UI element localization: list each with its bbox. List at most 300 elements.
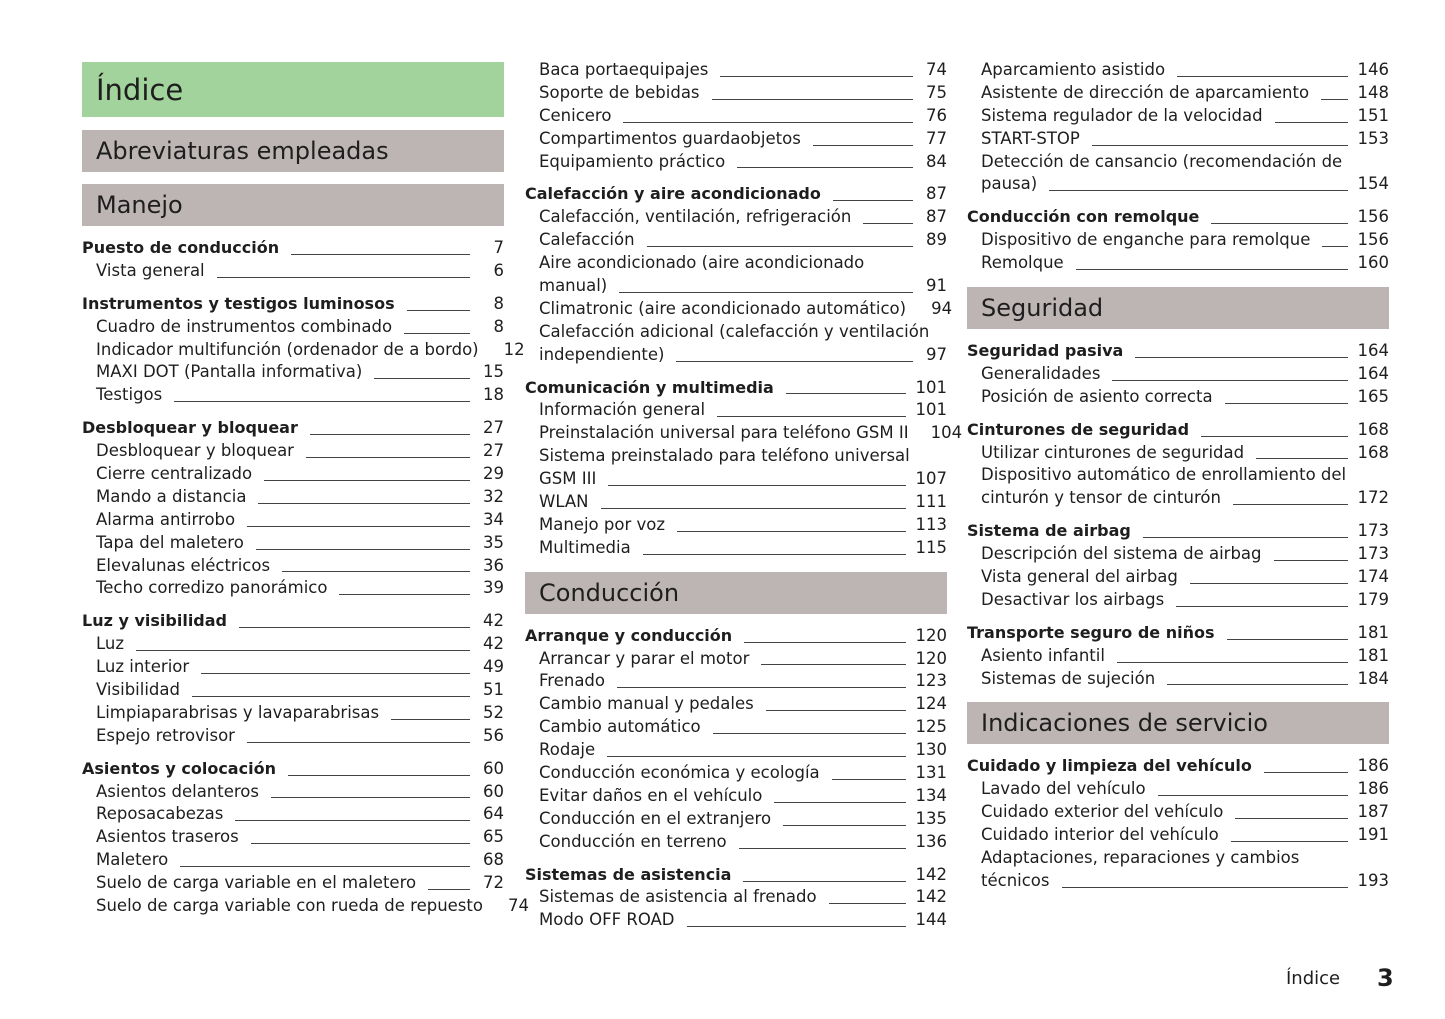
toc-entry[interactable]	[525, 422, 963, 445]
toc-entry-page: 89	[926, 230, 947, 250]
toc-entry[interactable]	[82, 316, 504, 339]
toc-chapter-text: Transporte seguro de niños	[967, 622, 1215, 642]
dot-leader	[677, 531, 906, 532]
toc-entry[interactable]	[525, 785, 947, 808]
footer-label: Índice	[1286, 968, 1341, 989]
toc-entry-text: Tapa del maletero	[96, 532, 244, 552]
dot-leader	[271, 797, 470, 798]
toc-chapter-text: Seguridad pasiva	[967, 341, 1124, 360]
toc-entry-text: Conducción en el extranjero	[539, 808, 772, 828]
toc-entry[interactable]	[967, 173, 1389, 196]
toc-entry[interactable]	[82, 339, 525, 362]
toc-entry-text: Aparcamiento asistido	[981, 59, 1166, 79]
toc-entry[interactable]	[525, 739, 947, 762]
dot-leader	[404, 333, 470, 334]
toc-chapter-text: Conducción con remolque	[967, 207, 1200, 227]
dot-leader	[1227, 639, 1348, 640]
toc-entry[interactable]	[82, 781, 504, 804]
toc-entry-text: Cambio manual y pedales	[539, 694, 754, 714]
toc-entry[interactable]	[967, 59, 1389, 82]
toc-chapter-page: 120	[915, 625, 947, 645]
index-column-1	[82, 62, 529, 928]
toc-chapter[interactable]	[525, 625, 947, 648]
toc-entry-text: Remolque	[981, 253, 1064, 273]
toc-entry[interactable]	[82, 384, 504, 407]
toc-entry-text: Desbloquear y bloquear	[96, 441, 294, 461]
toc-entry-page: 18	[483, 385, 504, 405]
toc-entry[interactable]	[525, 321, 947, 344]
section-banner: Abreviaturas empleadas	[82, 130, 504, 172]
toc-entry-page: 148	[1357, 82, 1389, 102]
toc-entry[interactable]	[82, 895, 529, 918]
dot-leader	[264, 480, 470, 481]
dot-leader	[623, 122, 913, 123]
toc-chapter-text: Asientos y colocación	[82, 758, 276, 778]
toc-entry-page: 136	[915, 831, 947, 851]
toc-entry-text: técnicos	[981, 870, 1050, 890]
toc-entry[interactable]	[525, 445, 947, 468]
toc-entry-page: 49	[483, 657, 504, 677]
dot-leader	[1274, 560, 1348, 561]
dot-leader	[201, 673, 470, 674]
toc-entry[interactable]	[967, 229, 1389, 252]
toc-entry[interactable]	[967, 801, 1389, 824]
dot-leader	[288, 775, 470, 776]
toc-entry-text: Maletero	[96, 850, 169, 870]
dot-leader	[251, 843, 470, 844]
toc-entry[interactable]	[967, 668, 1389, 691]
toc-entry[interactable]	[525, 831, 947, 854]
toc-entry-text: Calefacción, ventilación, refrigeración	[539, 207, 852, 227]
toc-entry-text: Modo OFF ROAD	[539, 910, 675, 930]
toc-entry[interactable]	[82, 679, 504, 702]
toc-entry-page: 74	[926, 59, 947, 79]
toc-entry[interactable]	[525, 252, 947, 275]
dot-leader	[863, 223, 913, 224]
toc-entry[interactable]	[967, 778, 1389, 801]
toc-entry-page: 72	[483, 873, 504, 893]
toc-entry-page: 34	[483, 509, 504, 529]
toc-entry-page: 174	[1357, 567, 1389, 587]
toc-entry-text: Cenicero	[539, 105, 612, 125]
toc-entry-page: 27	[483, 441, 504, 461]
toc-chapter[interactable]	[525, 183, 947, 206]
toc-entry-text: Compartimentos guardaobjetos	[539, 128, 801, 148]
toc-entry-text: Sistema preinstalado para teléfono universal	[539, 446, 910, 466]
toc-entry-text: Equipamiento práctico	[539, 151, 726, 171]
toc-entry-page: 168	[1357, 442, 1389, 462]
toc-entry-page: 154	[1357, 174, 1389, 194]
toc-chapter-page: 181	[1357, 622, 1389, 642]
toc-entry[interactable]	[82, 826, 504, 849]
toc-group	[525, 59, 947, 173]
dot-leader	[1211, 223, 1347, 224]
toc-entry[interactable]	[525, 537, 947, 560]
dot-leader	[1190, 583, 1348, 584]
dot-leader	[310, 434, 470, 435]
section-banner: Índice	[82, 62, 504, 117]
toc-chapter-text: Cuidado y limpieza del vehículo	[967, 756, 1252, 776]
dot-leader	[1201, 436, 1347, 437]
dot-leader	[1256, 458, 1347, 459]
toc-entry-text: Desactivar los airbags	[981, 589, 1165, 609]
dot-leader	[407, 310, 470, 311]
toc-entry[interactable]	[82, 486, 504, 509]
toc-entry[interactable]	[525, 887, 947, 910]
toc-entry-text: Frenado	[539, 671, 605, 691]
toc-chapter-text: Sistema de airbag	[967, 521, 1131, 541]
toc-entry-text: Asiento infantil	[981, 645, 1105, 665]
toc-entry[interactable]	[967, 824, 1389, 847]
toc-chapter[interactable]	[82, 417, 504, 440]
dot-leader	[643, 554, 906, 555]
dot-leader	[1112, 380, 1347, 381]
toc-entry-text: Información general	[539, 400, 706, 420]
toc-entry-page: 164	[1357, 363, 1389, 383]
toc-entry-page: 113	[915, 514, 947, 534]
dot-leader	[1321, 99, 1347, 100]
toc-entry[interactable]	[967, 589, 1389, 612]
toc-entry[interactable]	[525, 399, 947, 422]
toc-entry-page: 87	[926, 207, 947, 227]
dot-leader	[739, 848, 906, 849]
toc-entry[interactable]	[525, 344, 947, 367]
toc-chapter[interactable]	[82, 610, 504, 633]
dot-leader	[306, 457, 470, 458]
toc-entry-text: GSM III	[539, 469, 597, 489]
toc-chapter[interactable]	[525, 864, 947, 887]
dot-leader	[1231, 841, 1348, 842]
toc-entry-text: Multimedia	[539, 537, 631, 557]
dot-leader	[1264, 772, 1348, 773]
toc-chapter-page: 164	[1357, 341, 1389, 360]
toc-chapter-text: Comunicación y multimedia	[525, 377, 774, 397]
toc-entry-text: Luz interior	[96, 657, 190, 677]
toc-entry-page: 56	[483, 725, 504, 745]
toc-entry[interactable]	[967, 105, 1389, 128]
toc-group	[82, 758, 529, 918]
toc-group	[82, 237, 504, 283]
toc-entry[interactable]	[82, 463, 504, 486]
toc-entry[interactable]	[525, 716, 947, 739]
dot-leader	[601, 508, 906, 509]
toc-entry-page: 101	[915, 400, 947, 420]
dot-leader	[607, 756, 905, 757]
dot-leader	[1176, 606, 1347, 607]
dot-leader	[1235, 818, 1347, 819]
toc-entry-page: 179	[1357, 589, 1389, 609]
toc-group	[525, 183, 953, 366]
toc-entry-text: Utilizar cinturones de seguridad	[981, 442, 1245, 462]
toc-entry-page: 151	[1357, 105, 1389, 125]
toc-entry[interactable]	[82, 555, 504, 578]
toc-entry-text: Soporte de bebidas	[539, 82, 700, 102]
dot-leader	[1117, 662, 1348, 663]
toc-entry-page: 165	[1357, 386, 1389, 406]
toc-entry[interactable]	[967, 645, 1389, 668]
toc-entry[interactable]	[525, 82, 947, 105]
dot-leader	[712, 99, 913, 100]
toc-entry-page: 144	[915, 910, 947, 930]
toc-entry-text: independiente)	[539, 344, 665, 364]
toc-entry[interactable]	[525, 648, 947, 671]
toc-entry[interactable]	[967, 870, 1389, 893]
toc-entry-page: 187	[1357, 802, 1389, 822]
toc-entry-page: 181	[1357, 645, 1389, 665]
toc-entry[interactable]	[525, 514, 947, 537]
toc-entry[interactable]	[525, 909, 947, 932]
toc-entry-page: 15	[483, 362, 504, 382]
toc-chapter[interactable]	[82, 237, 504, 260]
toc-entry-text: WLAN	[539, 492, 589, 512]
toc-entry[interactable]	[967, 442, 1389, 465]
dot-leader	[1076, 269, 1348, 270]
dot-leader	[1167, 684, 1347, 685]
toc-entry-page: 84	[926, 151, 947, 171]
toc-entry[interactable]	[525, 229, 947, 252]
toc-entry-page: 35	[483, 532, 504, 552]
toc-entry-text: Climatronic (aire acondicionado automático)	[539, 298, 907, 318]
toc-entry-text: Posición de asiento correcta	[981, 386, 1213, 406]
toc-entry-text: Asistente de dirección de aparcamiento	[981, 82, 1310, 102]
toc-entry-text: Vista general del airbag	[981, 567, 1178, 587]
toc-entry-text: Luz	[96, 634, 125, 654]
toc-entry-page: 60	[483, 781, 504, 801]
dot-leader	[1143, 537, 1348, 538]
toc-entry[interactable]	[525, 298, 953, 321]
toc-entry[interactable]	[967, 487, 1389, 510]
dot-leader	[786, 393, 906, 394]
toc-chapter-page: 27	[483, 418, 504, 438]
toc-entry-text: Alarma antirrobo	[96, 509, 236, 529]
toc-entry-text: Mando a distancia	[96, 486, 247, 506]
toc-entry[interactable]	[82, 633, 504, 656]
toc-entry-text: Lavado del vehículo	[981, 779, 1146, 799]
toc-entry-page: 191	[1357, 825, 1389, 845]
toc-chapter-page: 142	[915, 864, 947, 884]
toc-entry[interactable]	[525, 491, 947, 514]
toc-entry-text: Sistemas de asistencia al frenado	[539, 887, 817, 907]
index-column-3	[967, 59, 1389, 903]
toc-entry-page: 8	[493, 316, 504, 336]
toc-group	[967, 206, 1389, 275]
toc-entry[interactable]	[82, 803, 504, 826]
toc-entry[interactable]	[967, 128, 1389, 151]
toc-group	[82, 610, 504, 747]
toc-entry-page: 153	[1357, 128, 1389, 148]
dot-leader	[813, 145, 913, 146]
toc-entry-text: Suelo de carga variable con rueda de repuesto	[96, 896, 483, 916]
toc-entry[interactable]	[967, 566, 1389, 589]
toc-entry[interactable]	[525, 128, 947, 151]
toc-entry-text: Aire acondicionado (aire acondicionado	[539, 253, 865, 273]
dot-leader	[256, 549, 470, 550]
section-banner: Manejo	[82, 184, 504, 226]
toc-entry[interactable]	[525, 275, 947, 298]
toc-entry[interactable]	[525, 762, 947, 785]
toc-entry[interactable]	[967, 386, 1389, 409]
toc-entry-text: Asientos delanteros	[96, 781, 259, 801]
dot-leader	[1322, 246, 1347, 247]
toc-entry[interactable]	[82, 532, 504, 555]
toc-chapter[interactable]	[82, 293, 504, 316]
toc-entry[interactable]	[525, 808, 947, 831]
dot-leader	[743, 881, 905, 882]
dot-leader	[1225, 403, 1348, 404]
toc-group	[525, 864, 947, 933]
toc-entry[interactable]	[82, 577, 504, 600]
toc-entry-text: Calefacción	[539, 230, 635, 250]
dot-leader	[737, 167, 913, 168]
dot-leader	[832, 779, 906, 780]
dot-leader	[239, 627, 470, 628]
toc-entry-text: Visibilidad	[96, 680, 180, 700]
toc-entry[interactable]	[967, 252, 1389, 275]
toc-entry-text: Descripción del sistema de airbag	[981, 544, 1262, 564]
toc-chapter[interactable]	[967, 206, 1389, 229]
toc-entry-page: 115	[915, 537, 947, 557]
dot-leader	[1177, 76, 1347, 77]
toc-entry-text: Sistemas de sujeción	[981, 668, 1156, 688]
dot-leader	[180, 866, 470, 867]
toc-entry[interactable]	[967, 82, 1389, 105]
dot-leader	[687, 926, 906, 927]
dot-leader	[136, 650, 470, 651]
dot-leader	[217, 277, 470, 278]
toc-entry-text: manual)	[539, 276, 608, 295]
dot-leader	[1275, 122, 1348, 123]
toc-entry[interactable]	[525, 670, 947, 693]
toc-entry-text: Manejo por voz	[539, 514, 665, 534]
toc-entry[interactable]	[82, 361, 504, 384]
toc-entry-text: Sistema regulador de la velocidad	[981, 105, 1263, 125]
toc-entry[interactable]	[967, 543, 1389, 566]
toc-entry[interactable]	[82, 702, 504, 725]
toc-chapter-text: Cinturones de seguridad	[967, 419, 1190, 439]
toc-chapter-text: Puesto de conducción	[82, 237, 280, 257]
toc-entry-page: 124	[915, 694, 947, 714]
toc-entry-text: cinturón y tensor de cinturón	[981, 488, 1221, 508]
dot-leader	[1092, 145, 1348, 146]
dot-leader	[1158, 795, 1348, 796]
toc-entry[interactable]	[967, 363, 1389, 386]
toc-chapter[interactable]	[967, 340, 1389, 363]
toc-entry-text: Suelo de carga variable en el maletero	[96, 873, 417, 893]
section-banner: Conducción	[525, 572, 947, 614]
dot-leader	[339, 594, 470, 595]
toc-group	[82, 417, 504, 600]
toc-entry-text: Conducción económica y ecología	[539, 763, 820, 783]
dot-leader	[192, 696, 470, 697]
toc-entry[interactable]	[82, 260, 504, 283]
toc-chapter-page: 101	[915, 377, 947, 397]
toc-group	[967, 419, 1389, 511]
toc-chapter-text: Arranque y conducción	[525, 625, 733, 645]
toc-entry-page: 134	[915, 785, 947, 805]
toc-entry[interactable]	[967, 464, 1389, 487]
toc-entry[interactable]	[525, 693, 947, 716]
toc-entry[interactable]	[525, 105, 947, 128]
toc-entry-text: Dispositivo de enganche para remolque	[981, 230, 1311, 250]
toc-group	[967, 622, 1389, 691]
toc-entry-page: 104	[930, 423, 963, 443]
toc-entry[interactable]	[525, 468, 947, 491]
toc-entry-text: Cambio automático	[539, 717, 701, 737]
toc-entry-page: 94	[931, 298, 953, 318]
toc-entry-page: 52	[483, 702, 504, 722]
toc-entry[interactable]	[82, 849, 504, 872]
toc-entry-text: Cierre centralizado	[96, 464, 253, 483]
toc-chapter[interactable]	[525, 377, 947, 400]
toc-entry-text: Vista general	[96, 260, 205, 280]
toc-entry[interactable]	[82, 656, 504, 679]
toc-entry-page: 91	[926, 276, 947, 295]
page-number: 3	[1377, 964, 1394, 992]
toc-entry[interactable]	[82, 725, 504, 748]
toc-entry-page: 12	[503, 339, 525, 359]
toc-entry-page: 6	[493, 260, 504, 280]
toc-entry[interactable]	[525, 151, 947, 174]
toc-chapter-text: Desbloquear y bloquear	[82, 418, 298, 438]
toc-entry-page: 135	[915, 808, 947, 828]
toc-group	[967, 59, 1389, 196]
toc-entry-page: 64	[483, 804, 504, 824]
dot-leader	[247, 526, 470, 527]
toc-entry-page: 75	[926, 82, 947, 102]
toc-entry-text: Elevalunas eléctricos	[96, 555, 271, 575]
toc-chapter[interactable]	[967, 419, 1389, 442]
toc-entry[interactable]	[82, 440, 504, 463]
toc-group	[82, 293, 525, 407]
toc-chapter-text: Sistemas de asistencia	[525, 864, 732, 884]
toc-entry[interactable]	[525, 59, 947, 82]
dot-leader	[608, 485, 905, 486]
dot-leader	[291, 254, 470, 255]
toc-entry[interactable]	[82, 509, 504, 532]
toc-entry-text: Reposacabezas	[96, 804, 224, 824]
dot-leader	[1049, 190, 1347, 191]
toc-chapter[interactable]	[82, 758, 504, 781]
toc-chapter[interactable]	[967, 755, 1389, 778]
toc-entry-text: Indicador multifunción (ordenador de a bordo)	[96, 339, 479, 359]
toc-entry-page: 51	[483, 680, 504, 700]
dot-leader	[1233, 504, 1348, 505]
toc-entry-text: Testigos	[96, 385, 163, 405]
toc-chapter[interactable]	[967, 520, 1389, 543]
toc-chapter-page: 186	[1357, 756, 1389, 776]
toc-entry-page: 107	[915, 469, 947, 489]
dot-leader	[428, 889, 470, 890]
toc-entry[interactable]	[967, 151, 1389, 174]
toc-entry[interactable]	[525, 206, 947, 229]
dot-leader	[1135, 357, 1347, 358]
toc-entry-text: pausa)	[981, 174, 1038, 194]
toc-entry-text: Dispositivo automático de enrollamiento del	[981, 465, 1347, 485]
dot-leader	[1062, 887, 1348, 888]
toc-entry[interactable]	[82, 872, 504, 895]
toc-entry-text: START-STOP	[981, 128, 1080, 148]
toc-chapter[interactable]	[967, 622, 1389, 645]
toc-entry-text: Arrancar y parar el motor	[539, 648, 750, 668]
dot-leader	[619, 292, 913, 293]
toc-entry-page: 29	[483, 464, 504, 483]
dot-leader	[717, 416, 905, 417]
toc-chapter-page: 173	[1357, 521, 1389, 541]
toc-entry-page: 120	[915, 648, 947, 668]
toc-entry[interactable]	[967, 847, 1389, 870]
dot-leader	[676, 361, 913, 362]
toc-entry-page: 123	[915, 671, 947, 691]
